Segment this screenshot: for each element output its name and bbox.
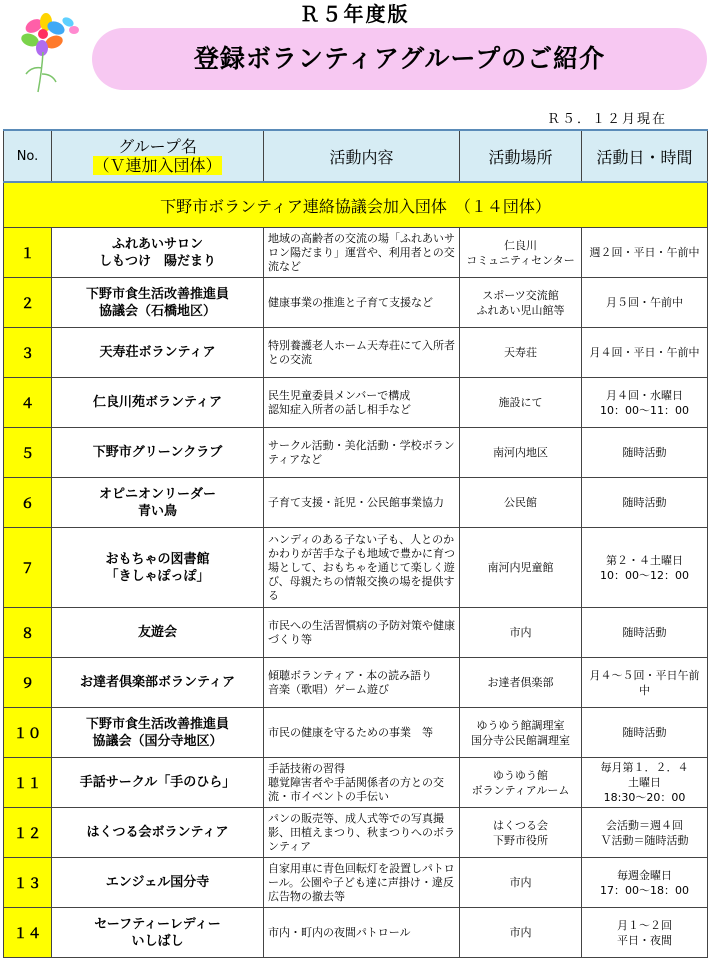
row-number: ３: [4, 328, 52, 378]
page-title: 登録ボランティアグループのご紹介: [193, 44, 606, 73]
activity-schedule: 週２回・平日・午前中: [582, 228, 708, 278]
activity-schedule: 随時活動: [582, 478, 708, 528]
activity-place: 天寿荘: [460, 328, 582, 378]
row-number: ４: [4, 378, 52, 428]
activity-schedule: 月５回・午前中: [582, 278, 708, 328]
flower-stems: [26, 52, 56, 92]
activity-description: ハンディのある子ない子も、人とのかかわりが苦手な子も地域で豊かに育つ場として、おもちゃを通じて楽しく遊び、母親たちの情報交換の場を提供する: [264, 528, 460, 608]
activity-description: 市民の健康を守るための事業 等: [264, 708, 460, 758]
activity-description: 特別養護老人ホーム天寿荘にて入所者との交流: [264, 328, 460, 378]
row-number: １３: [4, 858, 52, 908]
activity-schedule: 毎月第１．２．４ 土曜日 18:30～20：00: [582, 758, 708, 808]
activity-place: 市内: [460, 908, 582, 958]
group-name: おもちゃの図書館 「きしゃぽっぽ」: [52, 528, 264, 608]
group-name: エンジェル国分寺: [52, 858, 264, 908]
group-name: セーフティーレディー いしばし: [52, 908, 264, 958]
activity-place: スポーツ交流館 ふれあい児山館等: [460, 278, 582, 328]
table-row: [4, 378, 708, 428]
activity-description: 子育て支援・託児・公民館事業協力: [264, 478, 460, 528]
activity-schedule: 毎週金曜日 17：00～18：00: [582, 858, 708, 908]
activity-place: 市内: [460, 858, 582, 908]
activity-schedule: 月４回・平日・午前中: [582, 328, 708, 378]
row-number: ７: [4, 528, 52, 608]
activity-description: サークル活動・美化活動・学校ボランティアなど: [264, 428, 460, 478]
table-row: [4, 658, 708, 708]
table-row: [4, 608, 708, 658]
activity-schedule: 第２・４土曜日 10：00～12：00: [582, 528, 708, 608]
activity-description: 市民への生活習慣病の予防対策や健康づくり等: [264, 608, 460, 658]
group-name: ふれあいサロン しもつけ 陽だまり: [52, 228, 264, 278]
table-row: [4, 478, 708, 528]
row-number: ２: [4, 278, 52, 328]
group-name: 下野市食生活改善推進員 協議会（国分寺地区）: [52, 708, 264, 758]
table-row: [4, 858, 708, 908]
activity-place: 仁良川 コミュニティセンター: [460, 228, 582, 278]
row-number: １２: [4, 808, 52, 858]
table-header-row: [4, 130, 708, 182]
table-row: [4, 328, 708, 378]
fiscal-year-label: Ｒ５年度版: [299, 2, 410, 26]
group-name: 手話サークル「手のひら」: [52, 758, 264, 808]
group-name-header-sub: [56, 156, 259, 175]
row-number: １４: [4, 908, 52, 958]
activity-schedule: 月１～２回 平日・夜間: [582, 908, 708, 958]
as-of-date: Ｒ５．１２月現在: [546, 112, 667, 127]
column-header-place: 活動場所: [460, 130, 582, 182]
group-name: はくつる会ボランティア: [52, 808, 264, 858]
activity-place: はくつる会 下野市役所: [460, 808, 582, 858]
table-row: [4, 808, 708, 858]
row-number: ５: [4, 428, 52, 478]
table-row: [4, 908, 708, 958]
section-header-row: [4, 182, 708, 228]
section-label: 下野市ボランティア連絡協議会加入団体 （１４団体）: [4, 182, 708, 228]
activity-description: 市内・町内の夜間パトロール: [264, 908, 460, 958]
row-number: ９: [4, 658, 52, 708]
group-name: 下野市グリーンクラブ: [52, 428, 264, 478]
activity-description: 自家用車に青色回転灯を設置しパトロール。公園や子ども達に声掛け・違反広告物の撤去等: [264, 858, 460, 908]
row-number: ８: [4, 608, 52, 658]
activity-description: 健康事業の推進と子育て支援など: [264, 278, 460, 328]
activity-place: 公民館: [460, 478, 582, 528]
activity-description: 手話技術の習得 聴覚障害者や手話関係者の方との交流・市イベントの手伝い: [264, 758, 460, 808]
column-header-activity: 活動内容: [264, 130, 460, 182]
activity-schedule: 会活動＝週４回 Ｖ活動＝随時活動: [582, 808, 708, 858]
table-row: [4, 758, 708, 808]
table-row: [4, 708, 708, 758]
activity-place: 南河内児童館: [460, 528, 582, 608]
activity-place: ゆうゆう館調理室 国分寺公民館調理室: [460, 708, 582, 758]
group-name-header-sub-text: （Ｖ連加入団体）: [93, 156, 222, 175]
table-row: [4, 428, 708, 478]
table-row: [4, 528, 708, 608]
activity-schedule: 随時活動: [582, 428, 708, 478]
row-number: １: [4, 228, 52, 278]
row-number: １１: [4, 758, 52, 808]
row-number: １０: [4, 708, 52, 758]
activity-schedule: 月４～５回・平日午前中: [582, 658, 708, 708]
activity-description: 民生児童委員メンバーで構成 認知症入所者の話し相手など: [264, 378, 460, 428]
column-header-no: No.: [4, 130, 52, 182]
group-name: 天寿荘ボランティア: [52, 328, 264, 378]
activity-description: パンの販売等、成人式等での写真撮影、田植えまつり、秋まつりへのボランティア: [264, 808, 460, 858]
group-name: 仁良川苑ボランティア: [52, 378, 264, 428]
activity-description: 地域の高齢者の交流の場「ふれあいサロン陽だまり」運営や、利用者との交流など: [264, 228, 460, 278]
activity-description: 傾聴ボランティア・本の読み語り 音楽（歌唱）ゲーム遊び: [264, 658, 460, 708]
activity-place: お達者倶楽部: [460, 658, 582, 708]
group-name: オピニオンリーダー 青い鳥: [52, 478, 264, 528]
activity-place: 市内: [460, 608, 582, 658]
group-name: 下野市食生活改善推進員 協議会（石橋地区）: [52, 278, 264, 328]
table-row: [4, 228, 708, 278]
column-header-group-name: [52, 130, 264, 182]
volunteer-groups-table: [3, 129, 708, 958]
activity-place: 南河内地区: [460, 428, 582, 478]
activity-schedule: 随時活動: [582, 708, 708, 758]
row-number: ６: [4, 478, 52, 528]
group-name-header-label: グループ名: [118, 137, 197, 156]
activity-schedule: 月４回・水曜日 10：00～11：00: [582, 378, 708, 428]
activity-place: 施設にて: [460, 378, 582, 428]
activity-schedule: 随時活動: [582, 608, 708, 658]
activity-place: ゆうゆう館 ボランティアルーム: [460, 758, 582, 808]
column-header-schedule: 活動日・時間: [582, 130, 708, 182]
table-row: [4, 278, 708, 328]
group-name: お達者倶楽部ボランティア: [52, 658, 264, 708]
group-name: 友遊会: [52, 608, 264, 658]
